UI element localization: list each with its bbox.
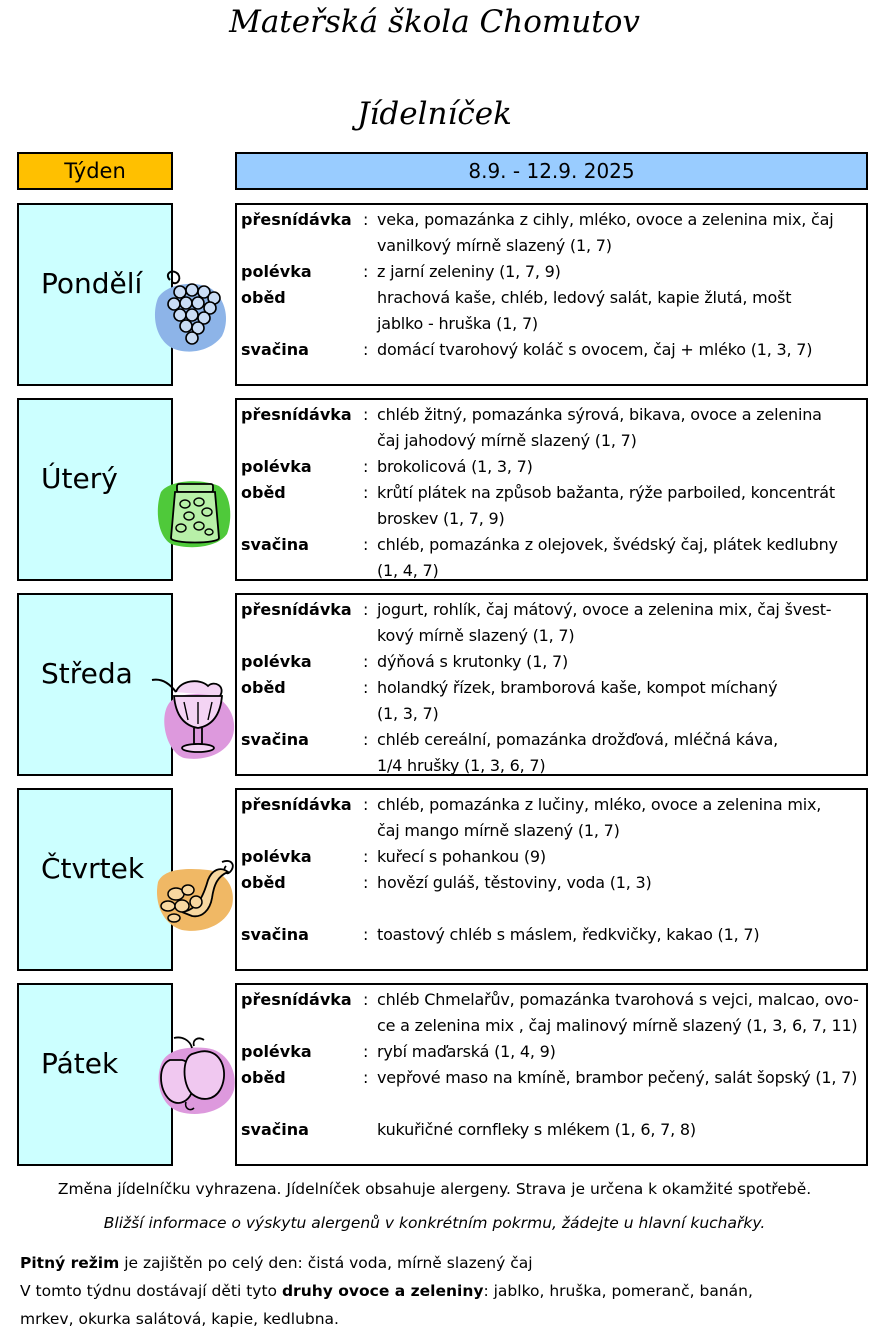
menu-box-friday	[235, 983, 868, 1166]
meal-label: svačina	[241, 925, 309, 944]
meal-text: holandký řízek, bramborová kaše, kompot míchaný (1, 3, 7)	[377, 678, 778, 723]
meal-colon: :	[363, 795, 369, 814]
meal-label: přesnídávka	[241, 600, 352, 619]
meal-label: oběd	[241, 288, 286, 307]
meal-colon: :	[363, 457, 369, 476]
meal-text: dýňová s krutonky (1, 7)	[377, 652, 568, 671]
meal-text: chléb, pomazánka z lučiny, mléko, ovoce a zelenina mix, čaj mango mírně slazený (1, 7)	[377, 795, 822, 840]
day-name: Středa	[41, 657, 133, 690]
day-box-thursday	[17, 788, 173, 971]
meal-label: svačina	[241, 730, 309, 749]
meal-colon: :	[363, 340, 369, 359]
meal-label: polévka	[241, 262, 312, 281]
meal-colon: :	[363, 652, 369, 671]
meal-label: oběd	[241, 678, 286, 697]
grapes-icon	[150, 268, 230, 354]
meal-colon: :	[363, 847, 369, 866]
meal-colon: :	[363, 990, 369, 1009]
day-name: Úterý	[41, 462, 118, 495]
meal-label: přesnídávka	[241, 990, 352, 1009]
cornucopia-icon	[152, 852, 236, 934]
meal-colon: :	[363, 483, 369, 502]
meal-text: jogurt, rohlík, čaj mátový, ovoce a zelenina mix, čaj švest- kový mírně slazený (1, 7)	[377, 600, 832, 645]
drink-rest: je zajištěn po celý den: čistá voda, mírně slazený čaj	[119, 1254, 533, 1272]
apples-icon	[152, 1032, 238, 1118]
meal-label: polévka	[241, 457, 312, 476]
meal-colon: :	[363, 600, 369, 619]
dessert-cup-icon	[150, 672, 236, 762]
day-name: Pondělí	[41, 267, 143, 300]
menu-box-thursday	[235, 788, 868, 971]
menu-box-wednesday	[235, 593, 868, 776]
menu-change-note: Změna jídelníčku vyhrazena. Jídelníček obsahuje alergeny. Strava je určena k okamžité spotřebě.	[57, 1180, 812, 1198]
meal-text: chléb Chmelařův, pomazánka tvarohová s vejci, malcao, ovo- ce a zelenina mix , čaj malinový mírně slazený (1, 3, 6, 7, 11)	[377, 990, 859, 1035]
meal-text: hrachová kaše, chléb, ledový salát, kapie žlutá, mošt jablko - hruška (1, 7)	[377, 288, 792, 333]
drinking-regime	[20, 1250, 850, 1276]
meal-text: hovězí guláš, těstoviny, voda (1, 3)	[377, 873, 652, 892]
meal-colon: :	[363, 925, 369, 944]
meal-text: toastový chléb s máslem, ředkvičky, kakao (1, 7)	[377, 925, 760, 944]
day-name: Čtvrtek	[41, 852, 145, 885]
meal-label: oběd	[241, 483, 286, 502]
page-title: Jídelníček	[357, 96, 512, 132]
meal-colon: :	[363, 1042, 369, 1061]
meal-label: svačina	[241, 1120, 309, 1139]
meal-text: chléb, pomazánka z olejovek, švédský čaj, plátek kedlubny (1, 4, 7)	[377, 535, 838, 580]
meal-label: přesnídávka	[241, 210, 352, 229]
menu-box-monday	[235, 203, 868, 386]
fruit-veg-list-line2: mrkev, okurka salátová, kapie, kedlubna.	[20, 1310, 339, 1328]
meal-text: veka, pomazánka z cihly, mléko, ovoce a zelenina mix, čaj vanilkový mírně slazený (1, 7)	[377, 210, 834, 255]
meal-colon: :	[363, 405, 369, 424]
meal-colon: :	[363, 678, 369, 697]
meal-label: oběd	[241, 873, 286, 892]
school-name: Mateřská škola Chomutov	[229, 4, 640, 40]
meal-colon: :	[363, 873, 369, 892]
fruit-veg-info	[20, 1278, 850, 1304]
drink-bold: Pitný režim	[20, 1254, 120, 1272]
meal-colon: :	[363, 535, 369, 554]
meal-text: kuřecí s pohankou (9)	[377, 847, 546, 866]
meal-text: domácí tvarohový koláč s ovocem, čaj + mléko (1, 3, 7)	[377, 340, 813, 359]
week-dates: 8.9. - 12.9. 2025	[235, 152, 868, 190]
meal-text: kukuřičné cornfleky s mlékem (1, 6, 7, 8)	[377, 1120, 696, 1139]
meal-text: brokolicová (1, 3, 7)	[377, 457, 533, 476]
fruit-rest: : jablko, hruška, pomeranč, banán,	[483, 1282, 753, 1300]
meal-label: polévka	[241, 1042, 312, 1061]
meal-colon: :	[363, 262, 369, 281]
meal-colon: :	[363, 730, 369, 749]
meal-text: vepřové maso na kmíně, brambor pečený, salát šopský (1, 7)	[377, 1068, 858, 1087]
day-name: Pátek	[41, 1047, 119, 1080]
meal-text: rybí maďarská (1, 4, 9)	[377, 1042, 556, 1061]
meal-text: chléb cereální, pomazánka drožďová, mléčná káva, 1/4 hrušky (1, 3, 6, 7)	[377, 730, 778, 775]
day-box-tuesday	[17, 398, 173, 581]
meal-label: svačina	[241, 535, 309, 554]
day-box-friday	[17, 983, 173, 1166]
meal-label: oběd	[241, 1068, 286, 1087]
fruit-intro: V tomto týdnu dostávají děti tyto	[20, 1282, 282, 1300]
fruit-bold: druhy ovoce a zeleniny	[281, 1282, 484, 1300]
meal-label: svačina	[241, 340, 309, 359]
meal-text: krůtí plátek na způsob bažanta, rýže parboiled, koncentrát broskev (1, 7, 9)	[377, 483, 835, 528]
jar-icon	[155, 478, 233, 550]
meal-text: z jarní zeleniny (1, 7, 9)	[377, 262, 561, 281]
allergen-info: Bližší informace o výskytu alergenů v konkrétním pokrmu, žádejte u hlavní kuchařky.	[103, 1214, 766, 1232]
week-label: Týden	[17, 152, 173, 190]
meal-colon: :	[363, 1068, 369, 1087]
meal-label: polévka	[241, 847, 312, 866]
meal-label: přesnídávka	[241, 405, 352, 424]
menu-box-tuesday	[235, 398, 868, 581]
meal-label: přesnídávka	[241, 795, 352, 814]
meal-label: polévka	[241, 652, 312, 671]
meal-colon: :	[363, 210, 369, 229]
meal-text: chléb žitný, pomazánka sýrová, bikava, ovoce a zelenina čaj jahodový mírně slazený (1, 7)	[377, 405, 822, 450]
